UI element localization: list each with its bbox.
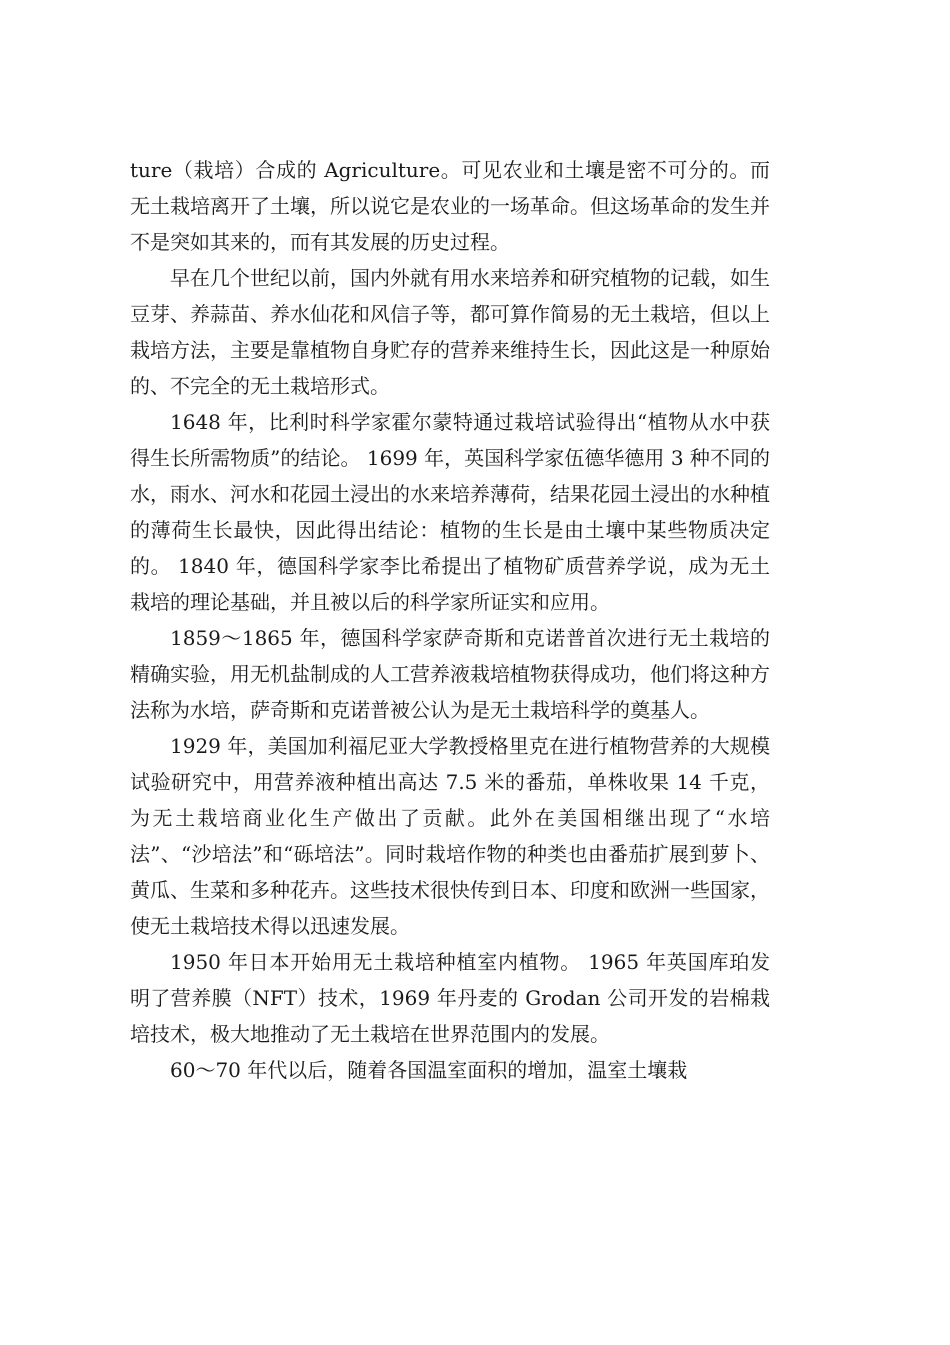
paragraph-17th-19th-century: 1648 年，比利时科学家霍尔蒙特通过栽培试验得出“植物从水中获得生长所需物质”的结论。 1699 年，英国科学家伍德华德用 3 种不同的水，雨水、河水和花园土浸出的水来培养薄荷，结果花园土浸出的水种植的薄荷生长最快，因此得出结论：植物的生长是由土壤中某些物质决定的。 1840 年，德国科学家李比希提出了植物矿质营养学说，成为无土栽培的理论基础，并且被以后的科学家所证实和应用。 bbox=[130, 410, 770, 614]
paragraph-early-history: 早在几个世纪以前，国内外就有用水来培养和研究植物的记载，如生豆芽、养蒜苗、养水仙花和风信子等，都可算作简易的无土栽培，但以上栽培方法，主要是靠植物自身贮存的营养来维持生长，因此这是一种原始的、不完全的无土栽培形式。 bbox=[130, 266, 770, 398]
paragraph-sachs-knop: 1859～1865 年，德国科学家萨奇斯和克诺普首次进行无土栽培的精确实验，用无机盐制成的人工营养液栽培植物获得成功，他们将这种方法称为水培，萨奇斯和克诺普被公认为是无土栽培科学的奠基人。 bbox=[130, 626, 770, 722]
paragraph-1960s-1970s: 60～70 年代以后，随着各国温室面积的增加，温室土壤栽 bbox=[170, 1058, 688, 1082]
paragraph-1950-1969: 1950 年日本开始用无土栽培种植室内植物。 1965 年英国库珀发明了营养膜（NFT）技术，1969 年丹麦的 Grodan 公司开发的岩棉栽培技术，极大地推动了无土栽培在世界范围内的发展。 bbox=[130, 950, 770, 1046]
body-text bbox=[130, 152, 770, 1088]
paragraph-continuation: ture（栽培）合成的 Agriculture。可见农业和土壤是密不可分的。而无土栽培离开了土壤，所以说它是农业的一场革命。但这场革命的发生并不是突如其来的，而有其发展的历史过程。 bbox=[130, 158, 770, 254]
paragraph-gericke-1929: 1929 年，美国加利福尼亚大学教授格里克在进行植物营养的大规模试验研究中，用营养液种植出高达 7.5 米的番茄，单株收果 14 千克，为无土栽培商业化生产做出了贡献。此外在美国相继出现了“水培法”、“沙培法”和“砾培法”。同时栽培作物的种类也由番茄扩展到萝卜、黄瓜、生菜和多种花卉。这些技术很快传到日本、印度和欧洲一些国家，使无土栽培技术得以迅速发展。 bbox=[130, 734, 770, 938]
